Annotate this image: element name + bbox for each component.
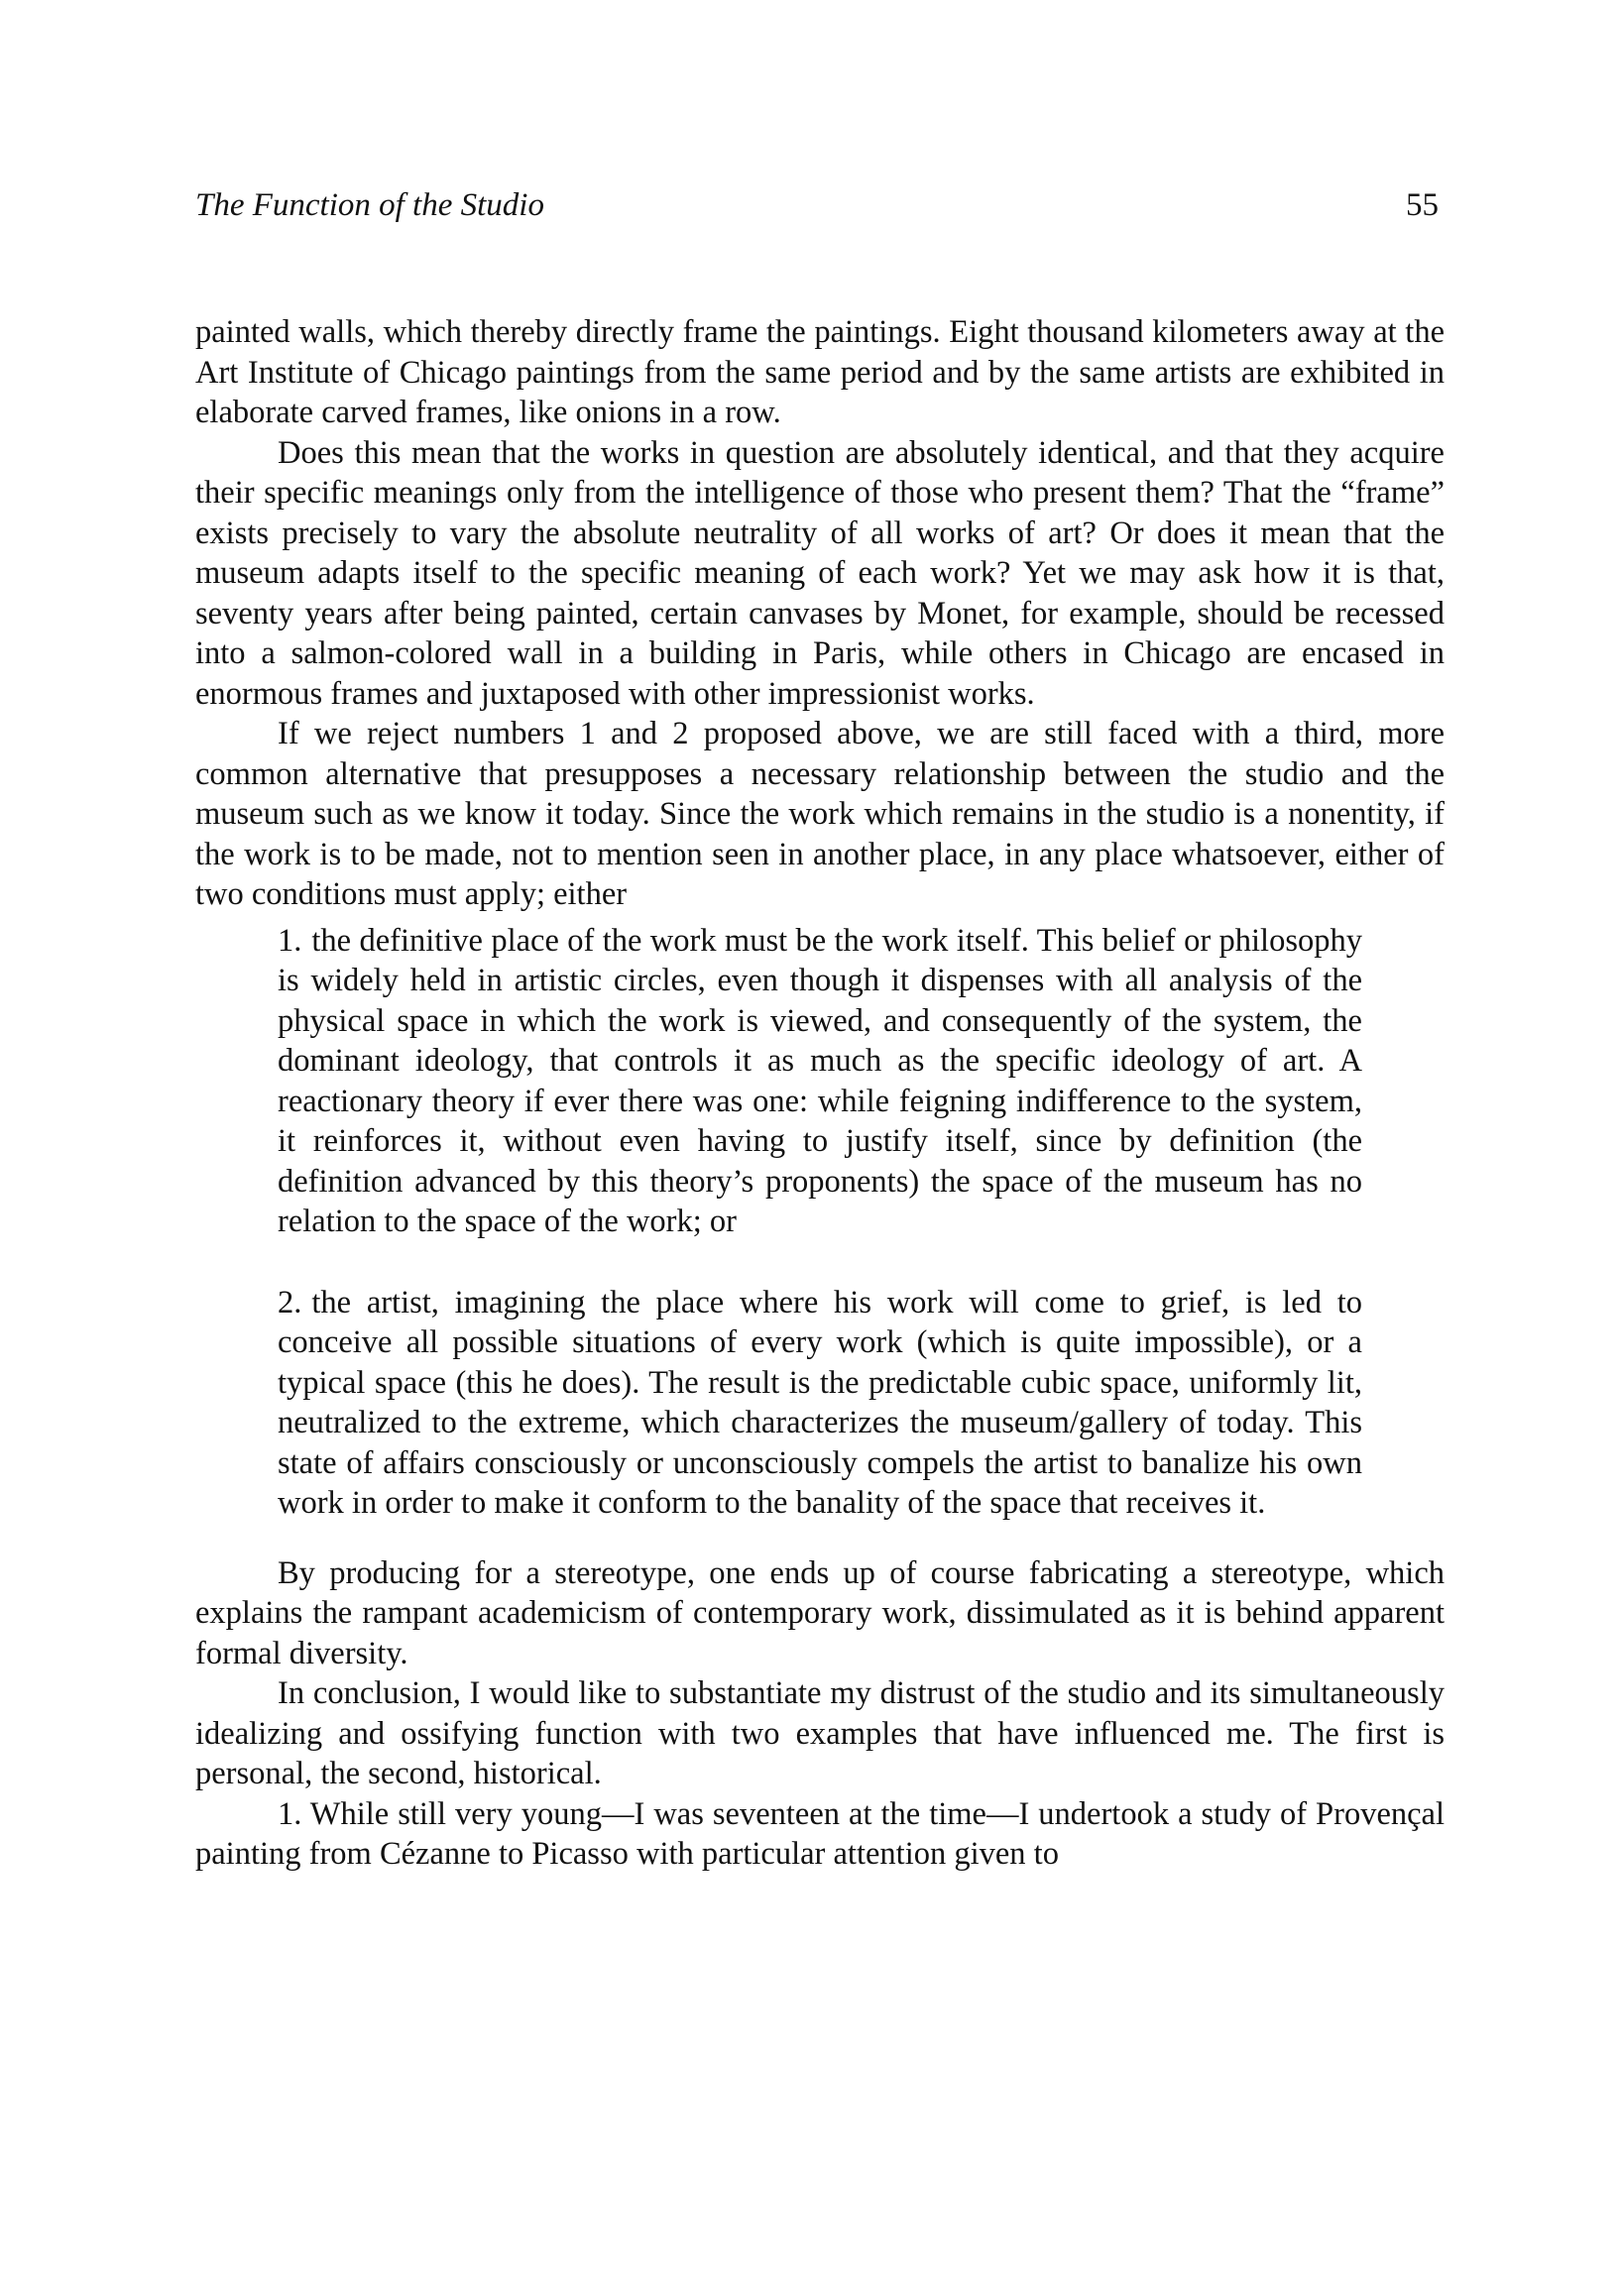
- numbered-list: [195, 921, 1445, 1524]
- paragraph: Does this mean that the works in question are absolutely identical, and that they acquire their specific meanings only from the intelligence of those who present them? That the “frame” exists precisely to vary the absolute neutrality of all works of art? Or does it mean that the museum adapts itself to the specific meaning of each work? Yet we may ask how it is that, seventy years after being painted, certain canvases by Monet, for example, should be recessed into a salmon-colored wall in a building in Paris, while others in Chicago are encased in enormous frames and juxtaposed with other impressionist works.: [195, 434, 1445, 712]
- paragraph: 1. While still very young—I was seventeen at the time—I undertook a study of Provençal painting from Cézanne to Picasso with particular attention given to: [195, 1795, 1445, 1872]
- running-title: The Function of the Studio: [195, 187, 544, 223]
- list-item: [278, 1283, 1362, 1524]
- list-item-text: the artist, imagining the place where his work will come to grief, is led to conceive all possible situations of every work (which is quite impossible), or a typical space (this he does). The result is the predictable cubic space, uniformly lit, neutralized to the extreme, which characterizes the museum/gallery of today. This state of affairs consciously or unconsciously compels the artist to banalize his own work in order to make it conform to the banality of the space that receives it.: [278, 1284, 1362, 1521]
- paragraph: By producing for a stereotype, one ends up of course fabricating a stereotype, which explains the rampant academicism of contemporary work, dissimulated as it is behind apparent formal diversity.: [195, 1554, 1445, 1671]
- book-page: [195, 183, 1445, 1872]
- running-header: [195, 183, 1445, 227]
- list-item-number: 2.: [278, 1284, 302, 1320]
- paragraph: painted walls, which thereby directly frame the paintings. Eight thousand kilometers away at the Art Institute of Chicago paintings from the same period and by the same artists are exhibited in elaborate carved frames, like onions in a row.: [195, 314, 1445, 430]
- list-item-number: 1.: [278, 922, 302, 959]
- paragraph: In conclusion, I would like to substantiate my distrust of the studio and its simultaneously idealizing and ossifying function with two examples that have influenced me. The first is personal, the second, historical.: [195, 1675, 1445, 1791]
- list-item: [278, 921, 1362, 1242]
- paragraph: If we reject numbers 1 and 2 proposed above, we are still faced with a third, more common alternative that presupposes a necessary relationship between the studio and the museum such as we know it today. Since the work which remains in the studio is a nonentity, if the work is to be made, not to mention seen in another place, in any place whatsoever, either of two conditions must apply; either: [195, 716, 1445, 912]
- body-text: [195, 312, 1445, 1875]
- page-number: 55: [1406, 187, 1439, 223]
- list-item-text: the definitive place of the work must be the work itself. This belief or philosophy is widely held in artistic circles, even though it dispenses with all analysis of the physical space in which the work is viewed, and consequently of the system, the dominant ideology, that controls it as much as the specific ideology of art. A reactionary theory if ever there was one: while feigning indifference to the system, it reinforces it, without even having to justify itself, since by definition (the definition advanced by this theory’s proponents) the space of the museum has no relation to the space of the work; or: [278, 922, 1362, 1239]
